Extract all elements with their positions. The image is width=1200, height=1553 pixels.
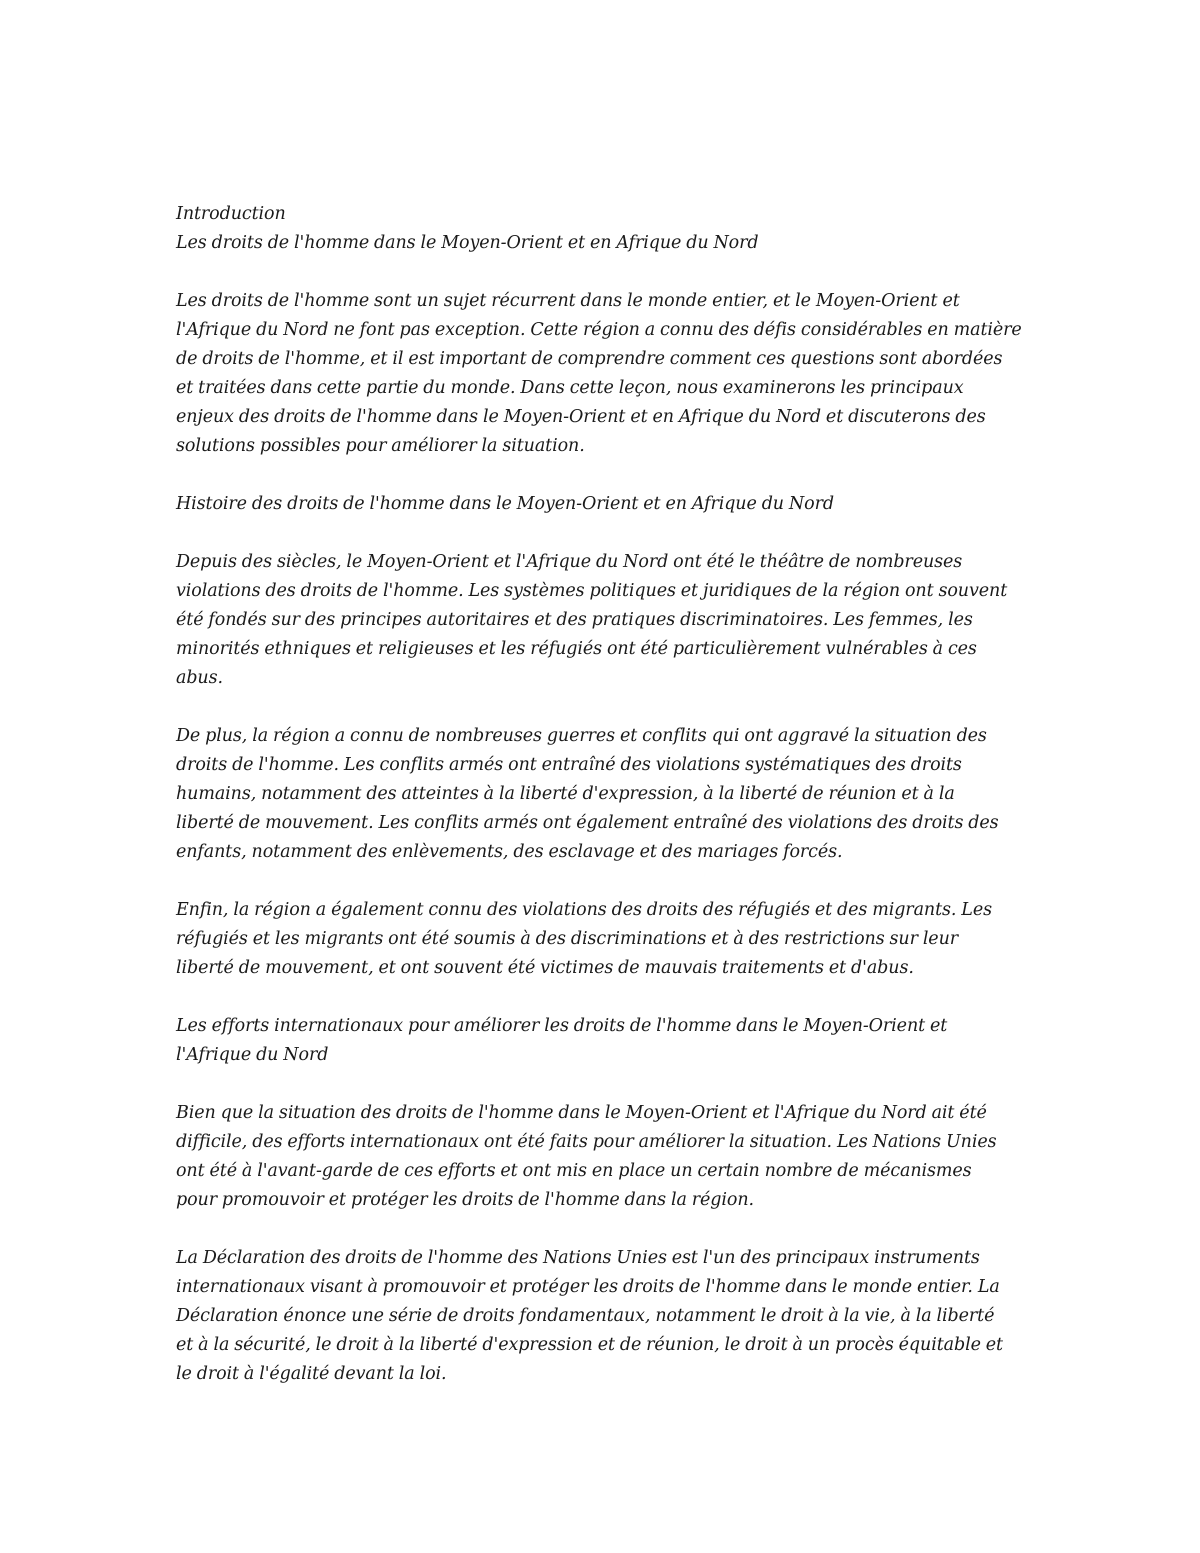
paragraph-line: enfants, notamment des enlèvements, des esclavage et des mariages forcés. xyxy=(176,842,843,862)
spacer xyxy=(176,519,1036,548)
section-heading-line: Les efforts internationaux pour améliorer les droits de l'homme dans le Moyen-Orient et xyxy=(176,1016,948,1036)
spacer xyxy=(176,1215,1036,1244)
spacer xyxy=(176,867,1036,896)
paragraph-line: Depuis des siècles, le Moyen-Orient et l'Afrique du Nord ont été le théâtre de nombreuses xyxy=(176,552,963,572)
paragraph-line: humains, notamment des atteintes à la liberté d'expression, à la liberté de réunion et à la xyxy=(176,784,955,804)
spacer xyxy=(176,258,1036,287)
paragraph-line: Enfin, la région a également connu des violations des droits des réfugiés et des migrants. Les xyxy=(176,900,992,920)
paragraph-nations-unies xyxy=(176,1099,1036,1215)
paragraph-histoire xyxy=(176,548,1036,693)
paragraph-conflits xyxy=(176,722,1036,867)
spacer xyxy=(176,1070,1036,1099)
section-heading-line: Histoire des droits de l'homme dans le Moyen-Orient et en Afrique du Nord xyxy=(176,494,834,514)
document-title: Les droits de l'homme dans le Moyen-Orient et en Afrique du Nord xyxy=(176,233,759,253)
section-heading-histoire xyxy=(176,490,1036,519)
spacer xyxy=(176,461,1036,490)
paragraph-line: liberté de mouvement, et ont souvent été victimes de mauvais traitements et d'abus. xyxy=(176,958,914,978)
paragraph-line: internationaux visant à promouvoir et protéger les droits de l'homme dans le monde entier. La xyxy=(176,1277,1000,1297)
paragraph-line: de droits de l'homme, et il est important de comprendre comment ces questions sont abordées xyxy=(176,349,1003,369)
paragraph-line: liberté de mouvement. Les conflits armés ont également entraîné des violations des droits des xyxy=(176,813,999,833)
paragraph-line: ont été à l'avant-garde de ces efforts et ont mis en place un certain nombre de mécanismes xyxy=(176,1161,972,1181)
section-heading-efforts xyxy=(176,1012,1036,1070)
paragraph-refugies xyxy=(176,896,1036,983)
paragraph-declaration xyxy=(176,1244,1036,1389)
paragraph-line: enjeux des droits de l'homme dans le Moyen-Orient et en Afrique du Nord et discuterons des xyxy=(176,407,986,427)
spacer xyxy=(176,983,1036,1012)
paragraph-line: Les droits de l'homme sont un sujet récurrent dans le monde entier, et le Moyen-Orient et xyxy=(176,291,960,311)
paragraph-line: été fondés sur des principes autoritaires et des pratiques discriminatoires. Les femmes, les xyxy=(176,610,973,630)
paragraph-line: difficile, des efforts internationaux ont été faits pour améliorer la situation. Les Nations Unies xyxy=(176,1132,997,1152)
paragraph-line: et à la sécurité, le droit à la liberté d'expression et de réunion, le droit à un procès équitable et xyxy=(176,1335,1003,1355)
paragraph-line: Bien que la situation des droits de l'homme dans le Moyen-Orient et l'Afrique du Nord ait été xyxy=(176,1103,987,1123)
paragraph-line: De plus, la région a connu de nombreuses guerres et conflits qui ont aggravé la situation des xyxy=(176,726,987,746)
section-heading-line: l'Afrique du Nord xyxy=(176,1045,329,1065)
spacer xyxy=(176,693,1036,722)
paragraph-line: La Déclaration des droits de l'homme des Nations Unies est l'un des principaux instruments xyxy=(176,1248,980,1268)
paragraph-line: minorités ethniques et religieuses et les réfugiés ont été particulièrement vulnérables à ces xyxy=(176,639,977,659)
paragraph-line: le droit à l'égalité devant la loi. xyxy=(176,1364,447,1384)
paragraph-line: droits de l'homme. Les conflits armés ont entraîné des violations systématiques des droits xyxy=(176,755,962,775)
paragraph-line: solutions possibles pour améliorer la situation. xyxy=(176,436,585,456)
paragraph-line: réfugiés et les migrants ont été soumis à des discriminations et à des restrictions sur leur xyxy=(176,929,959,949)
paragraph-line: l'Afrique du Nord ne font pas exception. Cette région a connu des défis considérables en matière xyxy=(176,320,1022,340)
paragraph-line: pour promouvoir et protéger les droits de l'homme dans la région. xyxy=(176,1190,754,1210)
paragraph-line: violations des droits de l'homme. Les systèmes politiques et juridiques de la région ont souvent xyxy=(176,581,1008,601)
paragraph-line: Déclaration énonce une série de droits fondamentaux, notamment le droit à la vie, à la liberté xyxy=(176,1306,995,1326)
paragraph-introduction xyxy=(176,287,1036,461)
document-body xyxy=(176,200,1036,1389)
paragraph-line: et traitées dans cette partie du monde. Dans cette leçon, nous examinerons les principaux xyxy=(176,378,964,398)
paragraph-line: abus. xyxy=(176,668,223,688)
document-label: Introduction xyxy=(176,204,286,224)
